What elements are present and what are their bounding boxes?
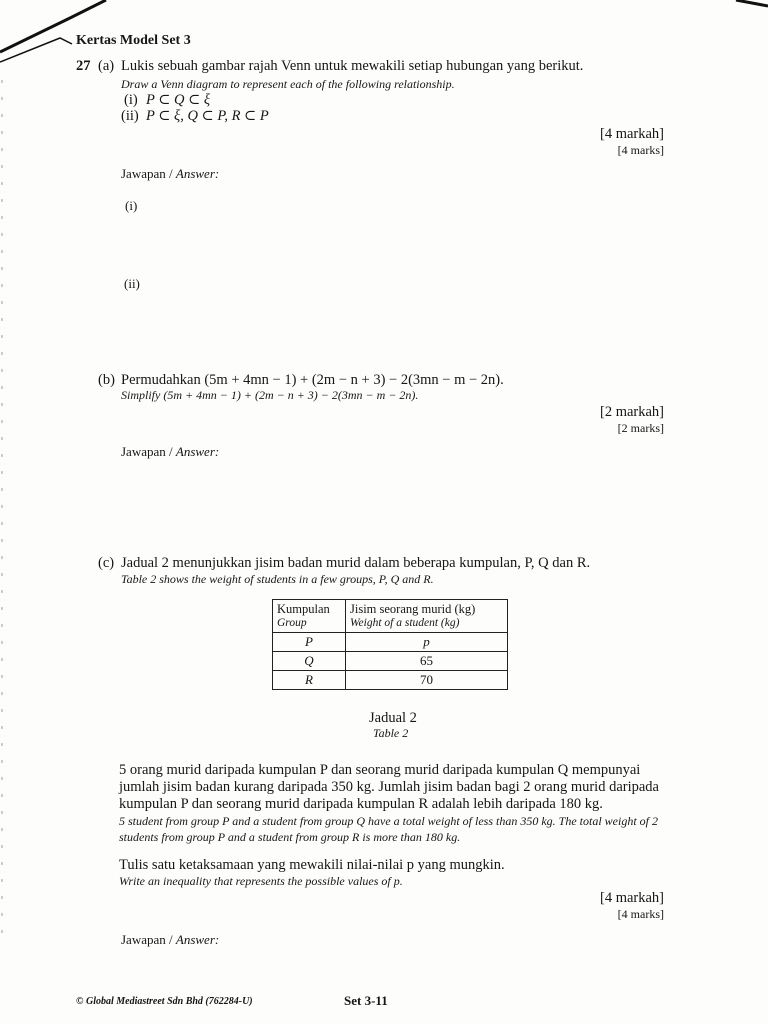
cell-weight: 70 bbox=[346, 671, 508, 690]
answer-ms: Jawapan / bbox=[121, 932, 176, 947]
header-weight-en: Weight of a student (kg) bbox=[350, 617, 460, 629]
header-group-ms: Kumpulan bbox=[277, 602, 330, 616]
header-group bbox=[273, 600, 346, 633]
part-b-text-en: Simplify (5m + 4mn − 1) + (2m − n + 3) − 2(3mn − m − 2n). bbox=[121, 388, 419, 402]
table-caption-ms: Jadual 2 bbox=[369, 710, 417, 726]
answer-en: Answer: bbox=[175, 932, 220, 947]
answer-en: Answer: bbox=[175, 166, 220, 181]
part-a-item-i-expr: P ⊂ Q ⊂ ξ bbox=[146, 92, 211, 108]
part-a-answer-ii: (ii) bbox=[124, 276, 140, 291]
cell-weight: 65 bbox=[346, 652, 508, 671]
part-c-label: (c) bbox=[98, 555, 115, 571]
part-a-answer-i: (i) bbox=[125, 198, 138, 213]
part-a-item-ii-label: (ii) bbox=[121, 108, 139, 124]
part-b-label: (b) bbox=[98, 372, 115, 388]
part-c-marks-en: [4 marks] bbox=[617, 907, 664, 921]
cell-group: P bbox=[273, 633, 346, 652]
header-group-en: Group bbox=[277, 617, 307, 629]
part-a-text-ms: Lukis sebuah gambar rajah Venn untuk mewakili setiap hubungan yang berikut. bbox=[121, 58, 584, 74]
header-weight bbox=[346, 600, 508, 633]
part-c-answer-label bbox=[121, 932, 219, 948]
table-2 bbox=[272, 599, 508, 690]
para1-ms: 5 orang murid daripada kumpulan P dan seorang murid daripada kumpulan Q mempunyai jumlah jisim badan kurang daripada 350 kg. Jumlah jisim badan bagi 2 orang murid daripada kumpulan P dan seorang murid daripada kumpulan R adalah lebih daripada 180 kg. bbox=[119, 762, 659, 812]
para1-en: 5 student from group P and a student from group Q have a total weight of less than 350 kg. The total weight of 2 students from group P and a student from group R is more than 180 kg. bbox=[119, 814, 658, 844]
table-header-row bbox=[273, 600, 508, 633]
table-caption-en: Table 2 bbox=[373, 726, 409, 740]
part-c-text-ms: Jadual 2 menunjukkan jisim badan murid dalam beberapa kumpulan, P, Q dan R. bbox=[121, 555, 591, 571]
cell-weight: p bbox=[346, 633, 508, 652]
question-number: 27 bbox=[76, 58, 91, 74]
part-a-text-en: Draw a Venn diagram to represent each of the following relationship. bbox=[121, 77, 455, 91]
part-b-text-ms: Permudahkan (5m + 4mn − 1) + (2m − n + 3) − 2(3mn − m − 2n). bbox=[121, 372, 504, 388]
cell-group: Q bbox=[273, 652, 346, 671]
cell-group: R bbox=[273, 671, 346, 690]
part-c-marks bbox=[600, 890, 664, 922]
part-c-paragraph-2-ms: Tulis satu ketaksamaan yang mewakili nilai-nilai p yang mungkin. bbox=[119, 857, 505, 873]
footer-page-number: Set 3-11 bbox=[344, 993, 388, 1008]
part-a-marks-en: [4 marks] bbox=[617, 143, 664, 157]
part-c-text-en: Table 2 shows the weight of students in a few groups, P, Q and R. bbox=[121, 572, 434, 586]
part-c-paragraph-2-en: Write an inequality that represents the possible values of p. bbox=[119, 874, 403, 888]
part-c-marks-ms: [4 markah] bbox=[599, 890, 664, 906]
part-a-marks bbox=[600, 126, 664, 158]
part-b-answer-label bbox=[121, 444, 219, 460]
part-a-item-i-label: (i) bbox=[124, 92, 138, 108]
paper-header: Kertas Model Set 3 bbox=[76, 33, 191, 48]
header-weight-ms: Jisim seorang murid (kg) bbox=[350, 602, 476, 616]
part-b-marks-en: [2 marks] bbox=[617, 421, 664, 435]
table-row bbox=[273, 652, 508, 671]
part-a-answer-label bbox=[121, 166, 219, 182]
table-row bbox=[273, 671, 508, 690]
answer-ms: Jawapan / bbox=[121, 444, 176, 459]
part-b-marks-ms: [2 markah] bbox=[599, 404, 664, 420]
part-a-marks-ms: [4 markah] bbox=[599, 126, 664, 142]
footer-publisher: © Global Mediastreet Sdn Bhd (762284-U) bbox=[76, 996, 253, 1007]
answer-en: Answer: bbox=[175, 444, 220, 459]
part-c-paragraph-1 bbox=[119, 762, 679, 845]
part-a-item-ii-expr: P ⊂ ξ, Q ⊂ P, R ⊂ P bbox=[146, 108, 269, 124]
part-a-label: (a) bbox=[98, 58, 115, 74]
part-b-marks bbox=[600, 404, 664, 436]
table-row bbox=[273, 633, 508, 652]
answer-ms: Jawapan / bbox=[121, 166, 176, 181]
